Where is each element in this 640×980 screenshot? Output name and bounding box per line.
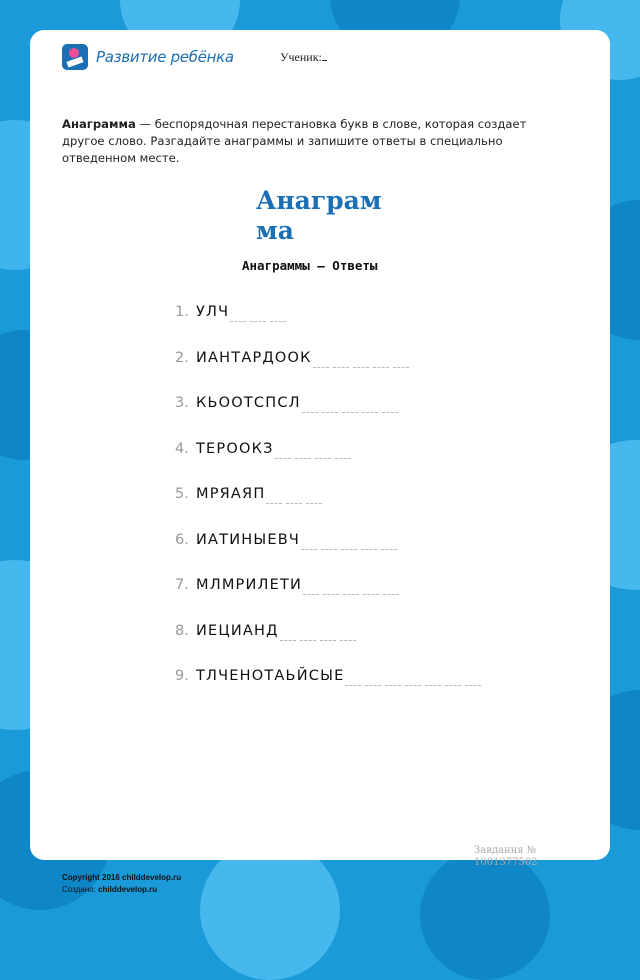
anagram-number: 6. xyxy=(175,531,189,548)
answer-blank xyxy=(302,411,318,413)
answer-blank xyxy=(373,366,389,368)
answer-blank xyxy=(383,593,399,595)
answer-blanks[interactable] xyxy=(302,411,398,413)
brand-logo-icon xyxy=(62,44,88,70)
anagram-item xyxy=(175,350,555,396)
answer-blank xyxy=(266,502,282,504)
answer-blank xyxy=(363,593,379,595)
anagram-word: ТЕРООКЗ xyxy=(196,440,274,457)
answer-blank xyxy=(343,593,359,595)
answer-blank xyxy=(333,366,349,368)
anagram-word: ИАТИНЫЕВЧ xyxy=(196,531,301,548)
answer-blank xyxy=(361,548,377,550)
answer-blank xyxy=(320,639,336,641)
task-code: Завдання № 1001377502 xyxy=(474,845,538,868)
answer-blank xyxy=(385,684,401,686)
background-bubble xyxy=(200,840,340,980)
anagram-number: 3. xyxy=(175,395,189,411)
answer-blank xyxy=(300,639,316,641)
anagram-item xyxy=(175,304,555,350)
answer-blank xyxy=(382,411,398,413)
answer-blank xyxy=(341,548,357,550)
answer-blanks[interactable] xyxy=(280,639,356,641)
answer-blanks[interactable] xyxy=(301,548,397,550)
answer-blank xyxy=(353,366,369,368)
answer-blanks[interactable] xyxy=(266,502,322,504)
answer-blank xyxy=(230,320,246,322)
anagram-word: КЬООТСПСЛ xyxy=(196,395,301,411)
student-field xyxy=(280,50,327,65)
answer-blank xyxy=(345,684,361,686)
answer-blank xyxy=(321,548,337,550)
anagram-item xyxy=(175,623,555,669)
anagram-number: 7. xyxy=(175,577,189,593)
anagram-number: 5. xyxy=(175,486,189,502)
intro-text: — беспорядочная перестановка букв в слове, которая создает другое слово. Разгадайте анаграммы и запишите ответы в специально отведенном месте. xyxy=(62,117,527,165)
page-title: Анаграмма xyxy=(256,186,382,245)
answer-blank xyxy=(405,684,421,686)
answer-blank xyxy=(301,548,317,550)
anagram-item xyxy=(175,486,555,532)
answer-blank xyxy=(322,411,338,413)
answer-blank xyxy=(323,593,339,595)
anagram-word: УЛЧ xyxy=(196,304,230,320)
anagram-item xyxy=(175,441,555,487)
background-bubble xyxy=(420,850,550,980)
answer-blank xyxy=(362,411,378,413)
answer-blanks[interactable] xyxy=(303,593,399,595)
answer-blank xyxy=(365,684,381,686)
created-site: childdevelop.ru xyxy=(98,885,158,894)
answer-blank xyxy=(270,320,286,322)
answer-blank xyxy=(275,457,291,459)
student-name-line xyxy=(322,51,327,61)
answer-blank xyxy=(465,684,481,686)
anagram-word: ИЕЦИАНД xyxy=(196,622,279,639)
intro-term: Анаграмма xyxy=(62,117,136,131)
created-label: Создано: xyxy=(62,885,99,894)
answer-blank xyxy=(295,457,311,459)
anagram-number: 9. xyxy=(175,668,189,684)
anagram-list xyxy=(175,304,555,714)
answer-blanks[interactable] xyxy=(313,366,409,368)
anagram-word: МЛМРИЛЕТИ xyxy=(196,577,303,593)
answer-blank xyxy=(445,684,461,686)
answer-blank xyxy=(342,411,358,413)
anagram-item xyxy=(175,532,555,578)
copyright-block xyxy=(62,872,181,896)
anagram-item xyxy=(175,395,555,441)
anagram-number: 4. xyxy=(175,440,189,457)
answer-blank xyxy=(250,320,266,322)
anagram-number: 1. xyxy=(175,304,189,320)
answer-blank xyxy=(393,366,409,368)
answer-blank xyxy=(303,593,319,595)
answer-blank xyxy=(340,639,356,641)
answer-blank xyxy=(286,502,302,504)
answer-blank xyxy=(315,457,331,459)
copyright-text: Copyright 2016 childdevelop.ru xyxy=(62,873,182,882)
answer-blank xyxy=(306,502,322,504)
answer-blank xyxy=(425,684,441,686)
page-subtitle: Анаграммы — Ответы xyxy=(242,258,378,273)
anagram-word: ТЛЧЕНОТАЬЙСЫЕ xyxy=(196,668,345,684)
answer-blank xyxy=(313,366,329,368)
brand-logo xyxy=(62,44,234,70)
answer-blank xyxy=(381,548,397,550)
anagram-word: ИАНТАРДООК xyxy=(196,349,312,366)
answer-blank xyxy=(335,457,351,459)
anagram-word: МРЯАЯП xyxy=(196,486,266,502)
worksheet xyxy=(30,30,610,868)
answer-blanks[interactable] xyxy=(230,320,286,322)
answer-blanks[interactable] xyxy=(275,457,351,459)
anagram-item xyxy=(175,668,555,714)
answer-blanks[interactable] xyxy=(345,684,481,686)
brand-name: Развитие ребёнка xyxy=(96,48,234,66)
student-label: Ученик: xyxy=(280,50,322,64)
anagram-number: 8. xyxy=(175,622,189,639)
intro-paragraph xyxy=(62,116,542,167)
anagram-number: 2. xyxy=(175,349,189,366)
answer-blank xyxy=(280,639,296,641)
anagram-item xyxy=(175,577,555,623)
